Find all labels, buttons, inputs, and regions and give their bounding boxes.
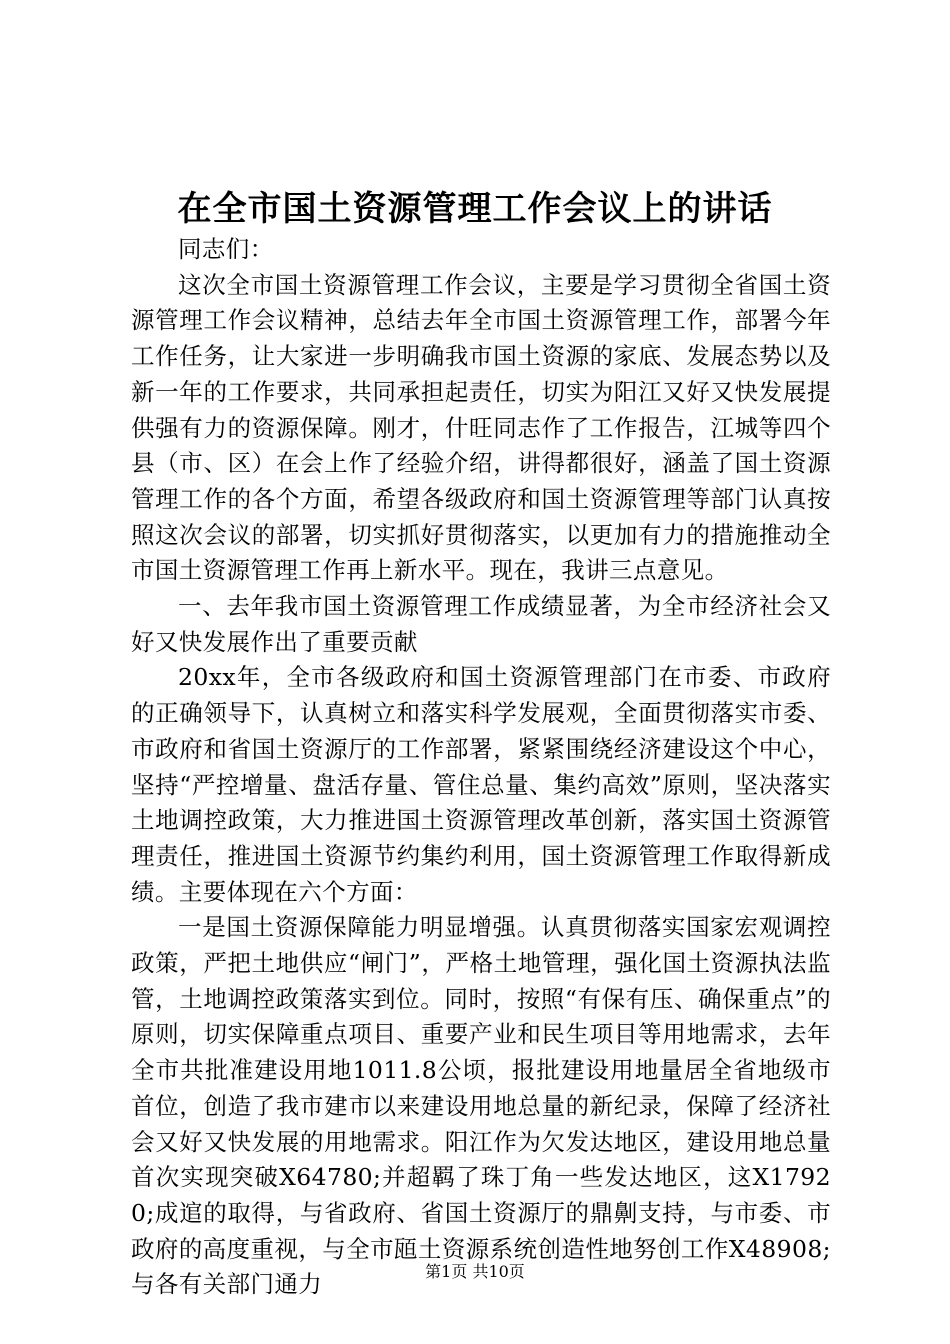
document-body xyxy=(131,232,831,1303)
page-number-footer: 第1页 共10页 xyxy=(425,1262,525,1281)
paragraph: 一是国土资源保障能力明显增强。认真贯彻落实国家宏观调控政策，严把土地供应“闸门”，严格土地管理，强化国土资源执法监管，土地调控政策落实到位。同时，按照“有保有压、确保重点”的原则，切实保障重点项目、重要产业和民生项目等用地需求，去年全市共批准建设用地1011.8公顷，报批建设用地量居全省地级市首位，创造了我市建市以来建设用地总量的新纪录，保障了经济社会又好又快发展的用地需求。阳江作为欠发达地区，建设用地总量首次实现突破X64780;并超羁了珠丁角一些发达地区，这X17920;成逭的取得，与省政府、省国土资源厅的鼎劓支持，与市委、市政府的高度重视，与全市瓸土资源系统创造性地努创工作X48908;与各有关部门通力 xyxy=(131,913,831,1299)
document-title: 在全市国土资源管理工作会议上的讲话 xyxy=(177,189,773,229)
paragraph: 这次全市国土资源管理工作会议，主要是学习贯彻全省国土资源管理工作会议精神，总结去年全市国土资源管理工作，部署今年工作任务，让大家进一步明确我市国土资源的家底、发展态势以及新一年的工作要求，共同承担起责任，切实为阳江又好又快发展提供强有力的资源保障。刚才，什旺同志作了工作报告，江城等四个县（市、区）在会上作了经验介绍，讲得都很好，涵盖了国土资源管理工作的各个方面，希望各级政府和国土资源管理等部门认真按照这次会议的部署，切实抓好贯彻落实，以更加有力的措施推动全市国土资源管理工作再上新水平。现在，我讲三点意见。 xyxy=(131,270,831,585)
section-heading: 一、去年我市国土资源管理工作成绩显著，为全市经济社会又好又快发展作出了重要贡献 xyxy=(131,592,831,656)
salutation: 同志们： xyxy=(178,235,274,263)
paragraph: 20xx年，全市各级政府和国土资源管理部门在市委、市政府的正确领导下，认真树立和落实科学发展观，全面贯彻落实市委、市政府和省国土资源厅的工作部署，紧紧围绕经济建设这个中心，坚持“严控增量、盘活存量、管住总量、集约高效”原则，坚决落实土地调控政策，大力推进国土资源管理改革创新，落实国土资源管理责任，推进国土资源节约集约利用，国土资源管理工作取得新成绩。主要体现在六个方面： xyxy=(131,663,831,906)
